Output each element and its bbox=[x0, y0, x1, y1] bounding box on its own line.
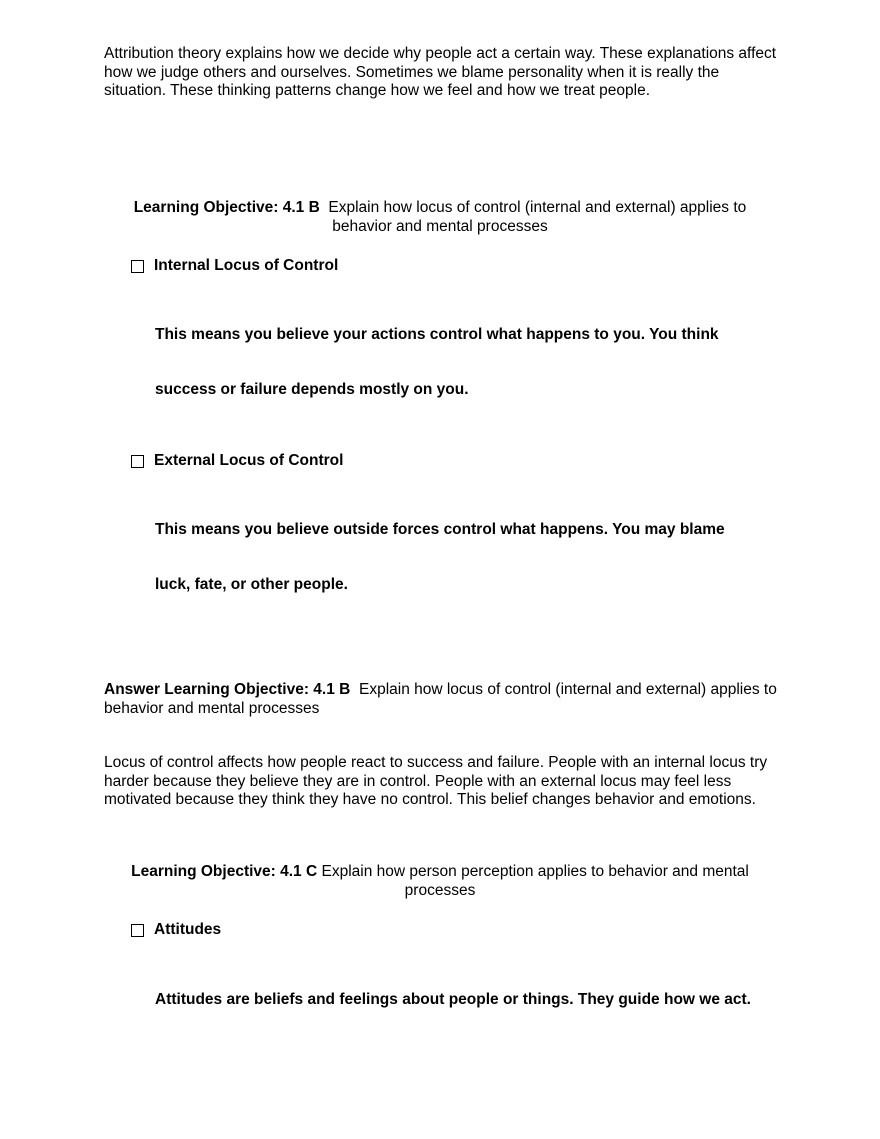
answer-paragraph: Locus of control affects how people react to success and failure. People with an internal locus try harder because they believe they are in control. People with an external locus may feel less motivated because they think they have no control. This belief changes behavior and emotions. bbox=[104, 754, 768, 808]
external-locus-line-2: luck, fate, or other people. bbox=[155, 576, 348, 593]
intro-paragraph: Attribution theory explains how we decide why people act a certain way. These explanations affect how we judge others and ourselves. Sometimes we blame personality when it is really the situation. These thinking patterns change how we feel and how we treat people. bbox=[104, 45, 777, 99]
checkbox-icon bbox=[131, 260, 144, 273]
checkbox-icon bbox=[131, 924, 144, 937]
objective-text: Explain how person perception applies to behavior and mental processes bbox=[321, 863, 749, 899]
learning-objective-4-1-c bbox=[104, 863, 776, 900]
objective-label: Learning Objective: 4.1 B bbox=[133, 199, 320, 216]
attitudes-line-1: Attitudes are beliefs and feelings about people or things. They guide how we act. bbox=[155, 991, 751, 1008]
objective-label: Learning Objective: 4.1 C bbox=[131, 863, 318, 880]
checkbox-icon bbox=[131, 455, 144, 468]
internal-locus-title: Internal Locus of Control bbox=[154, 257, 339, 274]
internal-locus-line-1: This means you believe your actions control what happens to you. You think bbox=[155, 326, 719, 343]
learning-objective-4-1-b bbox=[104, 199, 776, 236]
external-locus-line-1: This means you believe outside forces control what happens. You may blame bbox=[155, 521, 725, 538]
answer-objective-4-1-b bbox=[104, 681, 784, 718]
attitudes-title: Attitudes bbox=[154, 921, 222, 938]
external-locus-item bbox=[131, 452, 343, 471]
internal-locus-line-2: success or failure depends mostly on you. bbox=[155, 381, 469, 398]
answer-objective-text: Explain how locus of control (internal and external) applies to behavior and mental processes bbox=[104, 681, 777, 717]
internal-locus-item bbox=[131, 257, 338, 276]
objective-text: Explain how locus of control (internal and external) applies to behavior and mental processes bbox=[328, 199, 747, 235]
answer-objective-label: Answer Learning Objective: 4.1 B bbox=[104, 681, 351, 698]
attitudes-item bbox=[131, 921, 221, 940]
external-locus-title: External Locus of Control bbox=[154, 452, 344, 469]
